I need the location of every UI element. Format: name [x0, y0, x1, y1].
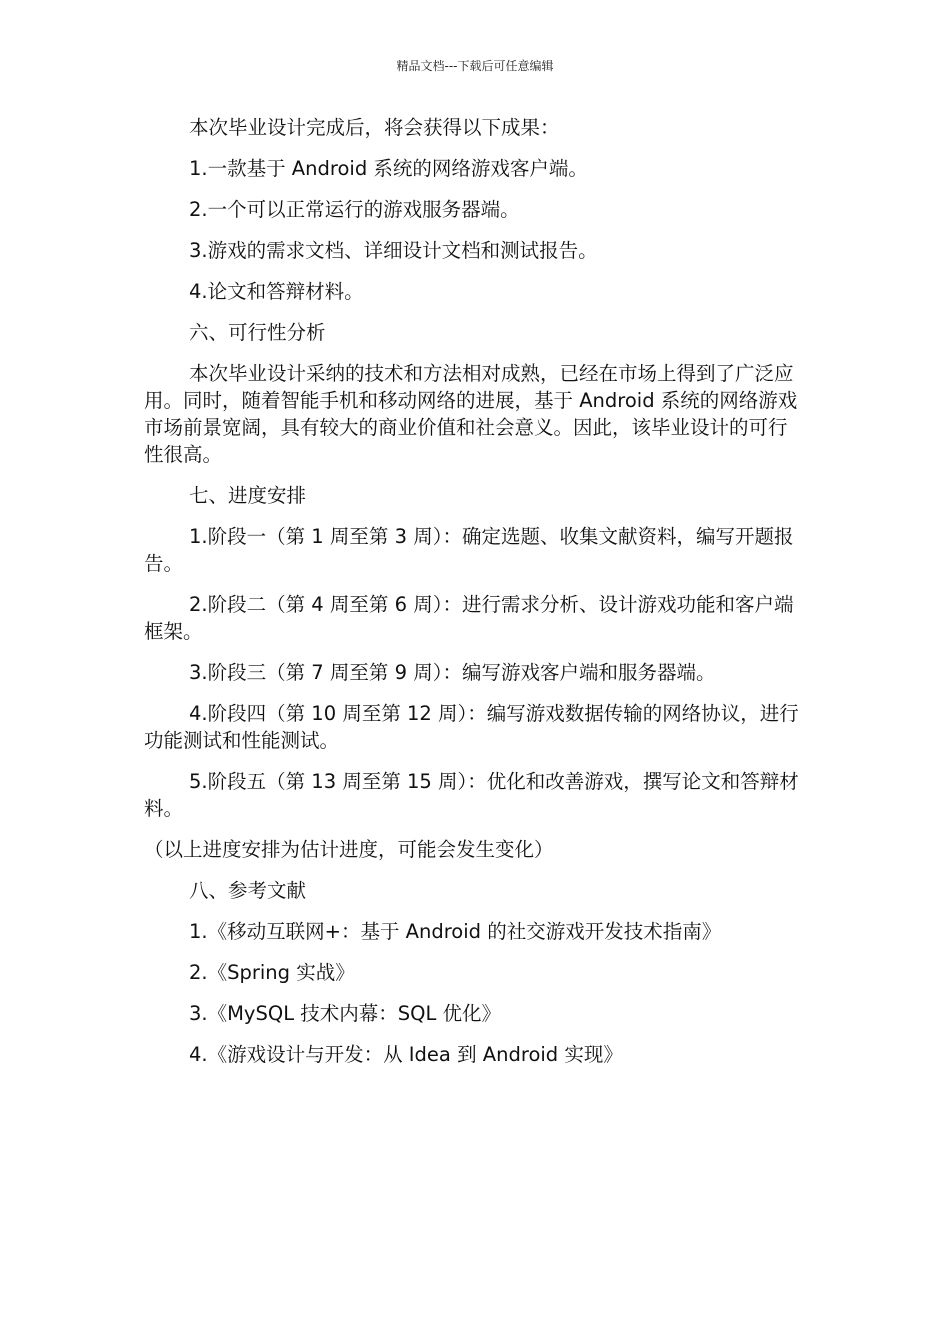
- schedule-item-1: 1.阶段一（第 1 周至第 3 周）：确定选题、收集文献资料，编写开题报告。: [144, 525, 794, 575]
- section-heading-schedule: 七、进度安排: [189, 484, 307, 507]
- section-heading-references: 八、参考文献: [189, 879, 307, 902]
- schedule-item-5: 5.阶段五（第 13 周至第 15 周）：优化和改善游戏，撰写论文和答辩材料。: [144, 770, 799, 820]
- result-item-3: 3.游戏的需求文档、详细设计文档和测试报告。: [189, 239, 598, 262]
- reference-item-3: 3.《MySQL 技术内幕：SQL 优化》: [189, 1002, 502, 1025]
- page-header: 精品文档---下载后可任意编辑: [396, 59, 554, 73]
- reference-item-2: 2.《Spring 实战》: [189, 961, 355, 984]
- result-item-1: 1.一款基于 Android 系统的网络游戏客户端。: [189, 157, 588, 180]
- result-item-2: 2.一个可以正常运行的游戏服务器端。: [189, 198, 520, 221]
- section-heading-feasibility: 六、可行性分析: [189, 321, 326, 344]
- schedule-note: （以上进度安排为估计进度，可能会发生变化）: [144, 838, 554, 861]
- reference-item-4: 4.《游戏设计与开发：从 Idea 到 Android 实现》: [189, 1043, 623, 1066]
- schedule-item-3: 3.阶段三（第 7 周至第 9 周）：编写游戏客户端和服务器端。: [189, 661, 716, 684]
- feasibility-paragraph: 本次毕业设计采纳的技术和方法相对成熟，已经在市场上得到了广泛应用。同时，随着智能手机和移动网络的进展，基于 Android 系统的网络游戏市场前景宽阔，具有较大的商业价值和社会意义。因此，该毕业设计的可行性很高。: [144, 362, 798, 466]
- document-body: [144, 114, 800, 1082]
- reference-item-1: 1.《移动互联网+：基于 Android 的社交游戏开发技术指南》: [189, 920, 722, 943]
- schedule-item-4: 4.阶段四（第 10 周至第 12 周）：编写游戏数据传输的网络协议，进行功能测试和性能测试。: [144, 702, 799, 752]
- schedule-item-2: 2.阶段二（第 4 周至第 6 周）：进行需求分析、设计游戏功能和客户端框架。: [144, 593, 794, 643]
- intro-paragraph: 本次毕业设计完成后，将会获得以下成果：: [189, 116, 560, 139]
- result-item-4: 4.论文和答辩材料。: [189, 280, 364, 303]
